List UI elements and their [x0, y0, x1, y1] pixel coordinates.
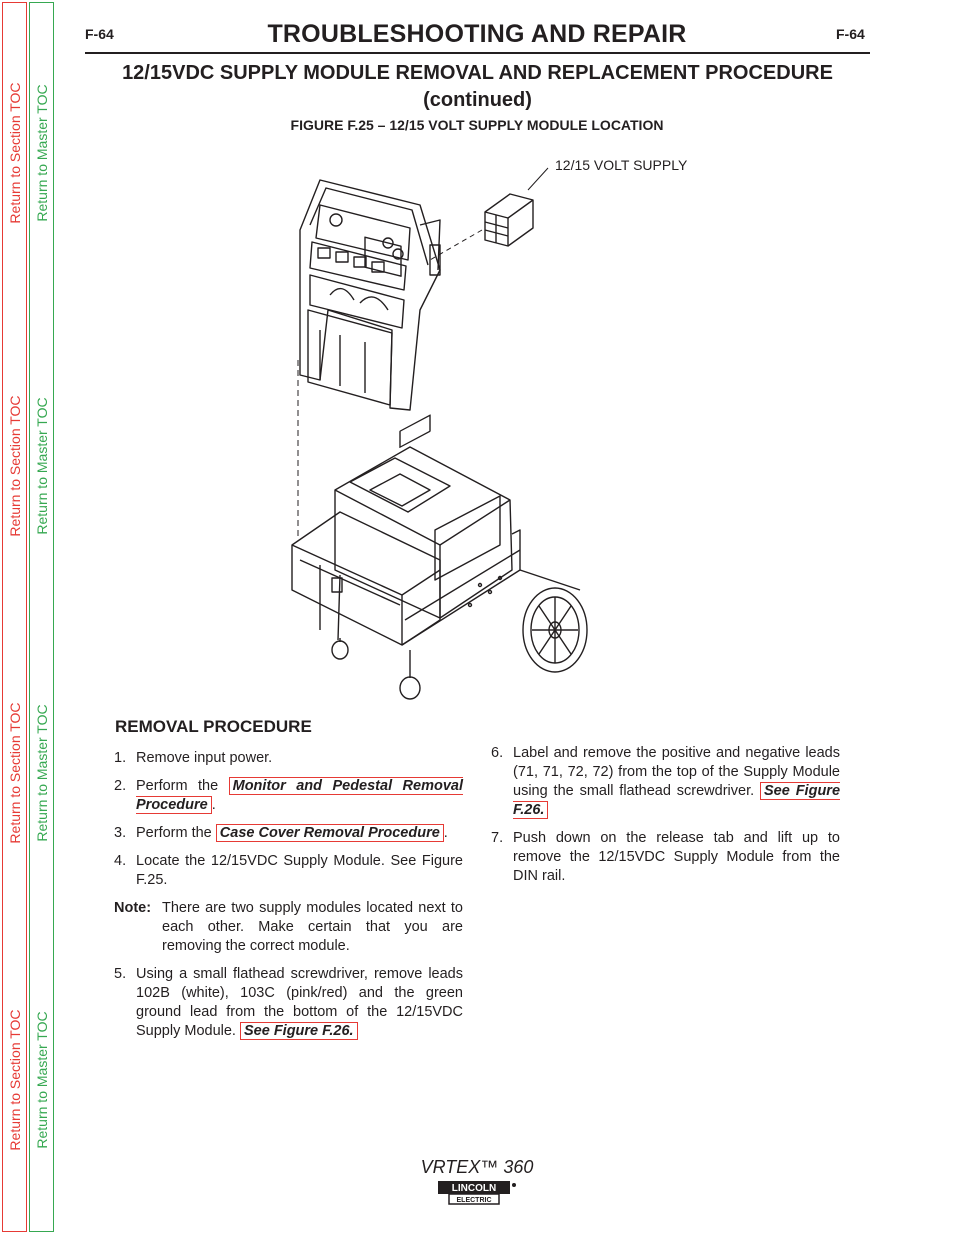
step-1 — [114, 749, 463, 768]
step-4-number: 4. — [114, 853, 127, 869]
master-toc-bar — [29, 2, 54, 1232]
step-5-text: Using a small flathead screwdriver, remove leads 102B (white), 103C (pink/red) and the green ground lead from the bottom of the 12/15VDC Supply Module. — [136, 966, 463, 1039]
procedure-column-right — [491, 744, 840, 895]
case-cover-removal-link[interactable]: Case Cover Removal Procedure — [216, 824, 444, 842]
procedure-column-left — [114, 749, 463, 1050]
step-2-number: 2. — [114, 778, 127, 794]
step-7-text: Push down on the release tab and lift up to remove the 12/15VDC Supply Module from the DIN rail. — [513, 830, 840, 884]
step-6 — [491, 744, 840, 820]
monitor-pedestal-drawing — [300, 180, 440, 410]
removal-procedure-heading: REMOVAL PROCEDURE — [115, 717, 312, 736]
subtitle-line-1: 12/15VDC SUPPLY MODULE REMOVAL AND REPLACEMENT PROCEDURE — [122, 62, 833, 84]
step-3-number: 3. — [114, 825, 127, 841]
see-figure-f26-link-1[interactable]: See Figure F.26. — [240, 1022, 358, 1040]
note — [114, 899, 463, 956]
step-1-number: 1. — [114, 750, 127, 766]
step-2 — [114, 777, 463, 815]
logo-top-text: LINCOLN — [451, 1183, 497, 1194]
return-to-section-toc-link-3[interactable]: Return to Section TOC — [6, 702, 23, 844]
logo-bottom-text: ELECTRIC — [456, 1197, 492, 1204]
step-3-text: Perform the — [136, 825, 216, 841]
step-6-number: 6. — [491, 745, 504, 761]
step-5-number: 5. — [114, 966, 127, 982]
step-2-text: Perform the — [136, 778, 229, 794]
figure-callout-label: 12/15 VOLT SUPPLY — [555, 157, 688, 173]
step-7-number: 7. — [491, 830, 504, 846]
step-4-text: Locate the 12/15VDC Supply Module. See Figure F.25. — [136, 853, 463, 888]
product-name: VRTEX™ 360 — [420, 1157, 534, 1177]
lincoln-electric-logo — [437, 1180, 517, 1206]
step-7 — [491, 829, 840, 886]
step-6-text: Label and remove the positive and negative leads (71, 71, 72, 72) from the top of the Supply Module using the small flathead screwdriver. — [513, 745, 840, 799]
callout-leader — [528, 168, 548, 190]
return-to-master-toc-link-2[interactable]: Return to Master TOC — [33, 397, 50, 535]
step-4 — [114, 852, 463, 890]
step-3-end: . — [443, 825, 448, 841]
section-subtitle — [85, 60, 870, 114]
return-to-section-toc-link-4[interactable]: Return to Section TOC — [6, 1009, 23, 1151]
return-to-section-toc-link-1[interactable]: Return to Section TOC — [6, 82, 23, 224]
note-text: There are two supply modules located next to each other. Make certain that you are removing the correct module. — [162, 900, 463, 954]
note-label: Note: — [114, 900, 152, 916]
step-5 — [114, 965, 463, 1041]
header-rule — [85, 52, 870, 54]
see-figure-f26-link-2[interactable]: See Figure F.26. — [513, 783, 841, 818]
supply-module-drawing — [485, 194, 533, 246]
return-to-section-toc-link-2[interactable]: Return to Section TOC — [6, 395, 23, 537]
page-number-left: F-64 — [85, 26, 114, 42]
cart-case-drawing — [292, 415, 587, 699]
return-to-master-toc-link-3[interactable]: Return to Master TOC — [33, 704, 50, 842]
step-3 — [114, 824, 463, 843]
section-toc-bar — [2, 2, 27, 1232]
figure-caption: FIGURE F.25 – 12/15 VOLT SUPPLY MODULE LOCATION — [290, 117, 664, 133]
page-number-right: F-64 — [836, 26, 865, 42]
subtitle-line-2: (continued) — [423, 89, 532, 111]
return-to-master-toc-link-1[interactable]: Return to Master TOC — [33, 84, 50, 222]
return-to-master-toc-link-4[interactable]: Return to Master TOC — [33, 1011, 50, 1149]
monitor-pedestal-removal-link[interactable]: Monitor and Pedestal Removal Procedure — [136, 778, 463, 813]
step-2-end: . — [211, 797, 216, 813]
page-title: TROUBLESHOOTING AND REPAIR — [267, 20, 687, 48]
machine-illustration — [280, 150, 720, 710]
step-1-text: Remove input power. — [136, 750, 273, 766]
